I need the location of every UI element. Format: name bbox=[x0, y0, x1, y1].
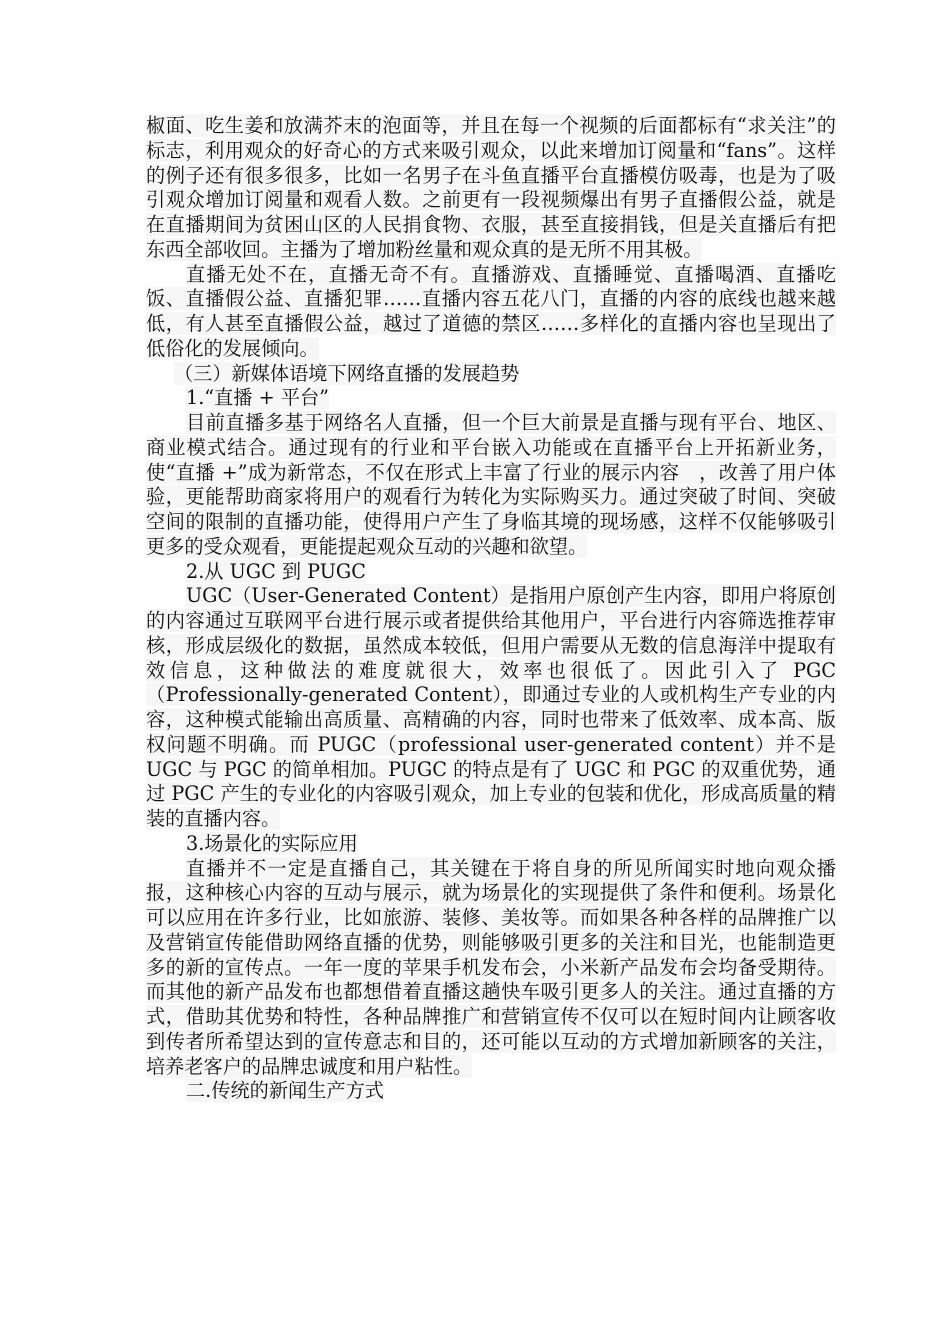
section-heading-trends: （三）新媒体语境下网络直播的发展趋势 bbox=[174, 361, 520, 385]
paragraph-live-plus-platform: 目前直播多基于网络名人直播，但一个巨大前景是直播与现有平台、地区、商业模式结合。通过现有的行业和平台嵌入功能或在直播平台上开拓新业务，使“直播 +”成为新常态，不仅在形式上丰富了行业的展示内容 ，改善了用户体验，更能帮助商家将用户的观看行为转化为实际购买力。通过突破了时间、突破空间的限制的直播功能，使得用户产生了身临其境的现场感，这样不仅能够吸引更多的受众观看，更能提起观众互动的兴趣和欲望。 bbox=[146, 411, 836, 558]
paragraph-scenario-application: 直播并不一定是直播自己，其关键在于将自身的所见所闻实时地向观众播报，这种核心内容的互动与展示，就为场景化的实现提供了条件和便利。场景化可以应用在许多行业，比如旅游、装修、美妆等。而如果各种各样的品牌推广以及营销宣传能借助网络直播的优势，则能够吸引更多的关注和目光，也能制造更多的新的宣传点。一年一度的苹果手机发布会，小米新产品发布会均备受期待。而其他的新产品发布也都想借着直播这趟快车吸引更多人的关注。通过直播的方式，借助其优势和特性，各种品牌推广和营销宣传不仅可以在短时间内让顾客收到传者所希望达到的宣传意志和目的，还可能以互动的方式增加新顾客的关注，培养老客户的品牌忠诚度和用户粘性。 bbox=[146, 856, 836, 1078]
document-body bbox=[146, 114, 836, 1104]
subheading-ugc-to-pugc: 2.从 UGC 到 PUGC bbox=[186, 559, 366, 583]
paragraph-live-everywhere: 直播无处不在，直播无奇不有。直播游戏、直播睡觉、直播喝酒、直播吃饭、直播假公益、直播犯罪……直播内容五花八门，直播的内容的底线也越来越低，有人甚至直播假公益，越过了道德的禁区……多样化的直播内容也呈现出了低俗化的发展倾向。 bbox=[146, 262, 836, 360]
paragraph-ugc-to-pugc: UGC（User-Generated Content）是指用户原创产生内容，即用户将原创的内容通过互联网平台进行展示或者提供给其他用户，平台进行内容筛选推荐审核，形成层级化的数据，虽然成本较低，但用户需要从无数的信息海洋中提取有效信息，这种做法的难度就很大，效率也很低了。因此引入了 PGC（Professionally-generated Content），即通过专业的人或机构生产专业的内容，这种模式能输出高质量、高精确的内容，同时也带来了低效率、成本高、版权问题不明确。而 PUGC（professional user-generated content）并不是 UGC 与 PGC 的简单相加。PUGC 的特点是有了 UGC 和 PGC 的双重优势，通过 PGC 产生的专业化的内容吸引观众，加上专业的包装和优化，形成高质量的精装的直播内容。 bbox=[146, 584, 836, 830]
section-heading-traditional-news: 二.传统的新闻生产方式 bbox=[186, 1079, 384, 1103]
paragraph-continued: 椒面、吃生姜和放满芥末的泡面等，并且在每一个视频的后面都标有“求关注”的标志，利用观众的好奇心的方式来吸引观众，以此来增加订阅量和“fans”。这样的例子还有很多很多，比如一名男子在斗鱼直播平台直播模仿吸毒，也是为了吸引观众增加订阅量和观看人数。之前更有一段视频爆出有男子直播假公益，就是在直播期间为贫困山区的人民捐食物、衣服，甚至直接捐钱，但是关直播后有把东西全部收回。主播为了增加粉丝量和观众真的是无所不用其极。 bbox=[146, 114, 836, 261]
subheading-scenario-application: 3.场景化的实际应用 bbox=[186, 831, 358, 855]
subheading-live-plus-platform: 1.“直播 + 平台” bbox=[186, 386, 329, 410]
